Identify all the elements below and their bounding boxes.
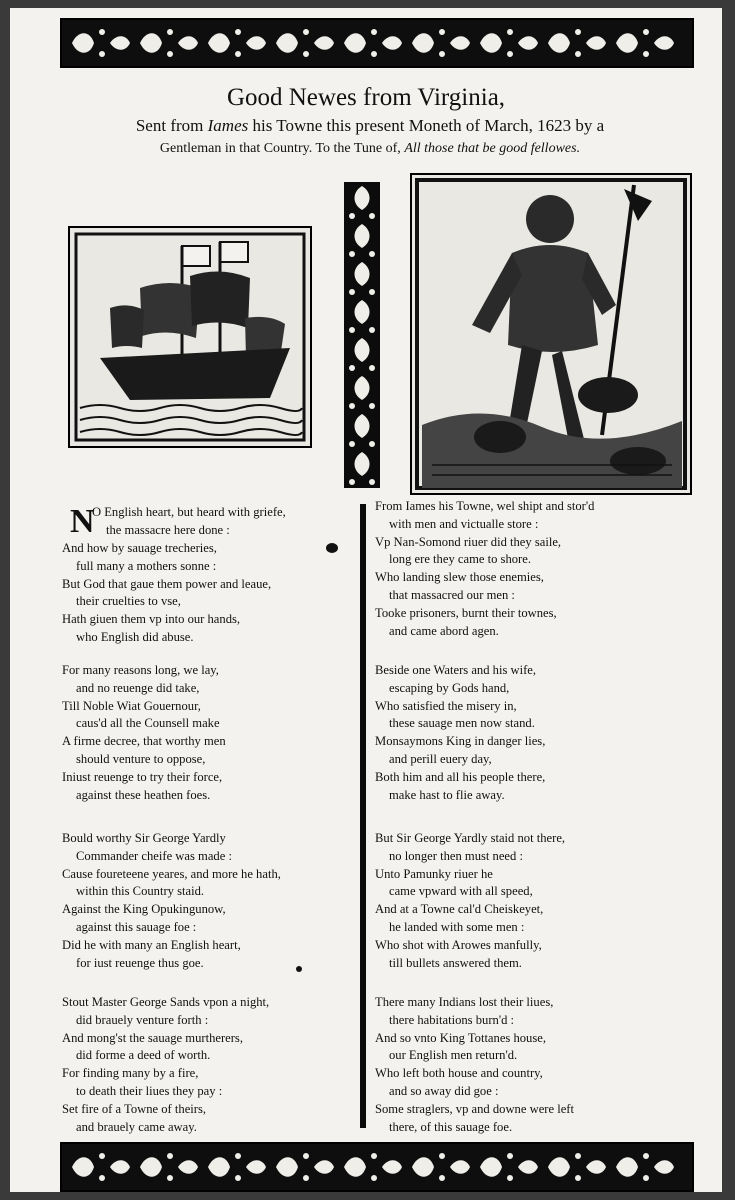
verse-line: Both him and all his people there, <box>375 769 546 784</box>
verse-line: Beside one Waters and his wife, <box>375 663 537 677</box>
verse-line: make hast to flie away. <box>389 787 505 802</box>
verse-line: For finding many by a fire, <box>62 1066 199 1081</box>
verse-line: From Iames his Towne, wel shipt and stor'd <box>375 499 595 513</box>
verse-line: Iniust reuenge to try their force, <box>62 769 223 784</box>
drop-cap-letter: N <box>70 503 95 540</box>
verse-line: against this sauage foe : <box>76 919 197 934</box>
verse-line: Who landing slew those enemies, <box>375 570 544 585</box>
verse-line: full many a mothers sonne : <box>76 558 217 573</box>
verse-line: and so away did goe : <box>389 1083 499 1098</box>
verse-line: Till Noble Wiat Gouernour, <box>62 698 201 713</box>
right-stanza-1 <box>375 498 594 640</box>
verse-line: against these heathen foes. <box>76 787 211 802</box>
left-stanza-2 <box>62 662 226 804</box>
verse-line: within this Country staid. <box>76 884 205 899</box>
verse-line: Monsaymons King in danger lies, <box>375 734 546 749</box>
left-stanza-4 <box>62 994 269 1136</box>
verse-line: with men and victualle store : <box>389 516 539 531</box>
left-stanza-3 <box>62 830 281 972</box>
verse-line: Some straglers, vp and downe were left <box>375 1101 574 1116</box>
verse-line: O English heart, but heard with griefe, <box>92 505 286 519</box>
verse-line: Bould worthy Sir George Yardly <box>62 831 226 845</box>
tune-line: Gentleman in that Country. To the Tune of, All those that be good fellowes. <box>159 141 581 156</box>
verse-line: And how by sauage trecheries, <box>62 541 217 555</box>
verse-line: Hath giuen them vp into our hands, <box>62 612 241 627</box>
right-stanza-4 <box>375 994 574 1136</box>
verse-line: did forme a deed of worth. <box>76 1048 211 1063</box>
verse-line: Cause foureteene yeares, and more he hath, <box>62 866 281 881</box>
verse-line: long ere they came to shore. <box>389 552 531 567</box>
top-ornamental-border <box>60 18 694 68</box>
verse-line: he landed with some men : <box>389 919 525 934</box>
verse-line: our English men return'd. <box>389 1048 518 1063</box>
verse-line: the massacre here done : <box>106 522 230 537</box>
left-stanza-1-cont <box>62 540 271 647</box>
verse-line: no longer then must need : <box>389 848 523 863</box>
verse-line: Who shot with Arowes manfully, <box>375 937 542 952</box>
verse-line: Who satisfied the misery in, <box>375 698 517 713</box>
verse-line: that massacred our men : <box>389 587 515 602</box>
verse-line: And mong'st the sauage murtherers, <box>62 1030 243 1045</box>
ballad-title: Good Newes from Virginia, <box>226 84 506 111</box>
verse-line: Against the King Opukingunow, <box>62 902 226 917</box>
verse-line: for iust reuenge thus goe. <box>76 955 204 970</box>
verse-line: and perill euery day, <box>389 751 492 766</box>
left-stanza-1 <box>92 504 286 540</box>
ballad-subtitle: Sent from Iames his Towne this present Moneth of March, 1623 by a <box>135 116 605 135</box>
verse-line: who English did abuse. <box>76 629 194 644</box>
right-stanza-2 <box>375 662 545 804</box>
verse-line: escaping by Gods hand, <box>389 680 510 695</box>
verse-line: Commander cheife was made : <box>76 848 232 863</box>
floral-vine-ornament <box>344 182 380 488</box>
verse-line: Did he with many an English heart, <box>62 937 241 952</box>
verse-line: For many reasons long, we lay, <box>62 663 219 677</box>
broadside-page <box>10 8 722 1192</box>
verse-line: these sauage men now stand. <box>389 716 535 731</box>
ship-woodcut <box>68 226 312 448</box>
verse-line: and no reuenge did take, <box>76 680 200 695</box>
right-stanza-3 <box>375 830 565 972</box>
verse-line: Stout Master George Sands vpon a night, <box>62 995 270 1009</box>
verse-line: came vpward with all speed, <box>389 884 533 899</box>
verse-line: A firme decree, that worthy men <box>62 734 226 749</box>
armed-man-woodcut <box>410 173 692 495</box>
ink-blot <box>326 543 338 553</box>
column-divider <box>360 504 366 1128</box>
verse-line: there, of this sauage foe. <box>389 1119 513 1134</box>
verse-line: And so vnto King Tottanes house, <box>375 1030 546 1045</box>
verse-line: should venture to oppose, <box>76 751 206 766</box>
verse-line: But Sir George Yardly staid not there, <box>375 831 566 845</box>
verse-line: caus'd all the Counsell make <box>76 716 220 731</box>
verse-line: Vp Nan-Somond riuer did they saile, <box>375 534 562 549</box>
verse-line: and brauely came away. <box>76 1119 197 1134</box>
verse-line: Unto Pamunky riuer he <box>375 866 493 881</box>
verse-line: till bullets answered them. <box>389 955 522 970</box>
verse-line: did brauely venture forth : <box>76 1012 209 1027</box>
verse-line: There many Indians lost their liues, <box>375 995 554 1009</box>
verse-line: their cruelties to vse, <box>76 594 181 609</box>
ink-blot <box>296 966 302 972</box>
verse-line: Set fire of a Towne of theirs, <box>62 1101 207 1116</box>
verse-line: Who left both house and country, <box>375 1066 543 1081</box>
verse-line: Tooke prisoners, burnt their townes, <box>375 605 557 620</box>
verse-line: there habitations burn'd : <box>389 1012 515 1027</box>
verse-line: and came abord agen. <box>389 623 499 638</box>
verse-line: But God that gaue them power and leaue, <box>62 576 272 591</box>
verse-line: And at a Towne cal'd Cheiskeyet, <box>375 902 544 917</box>
bottom-ornamental-border <box>60 1142 694 1192</box>
verse-line: to death their liues they pay : <box>76 1083 223 1098</box>
